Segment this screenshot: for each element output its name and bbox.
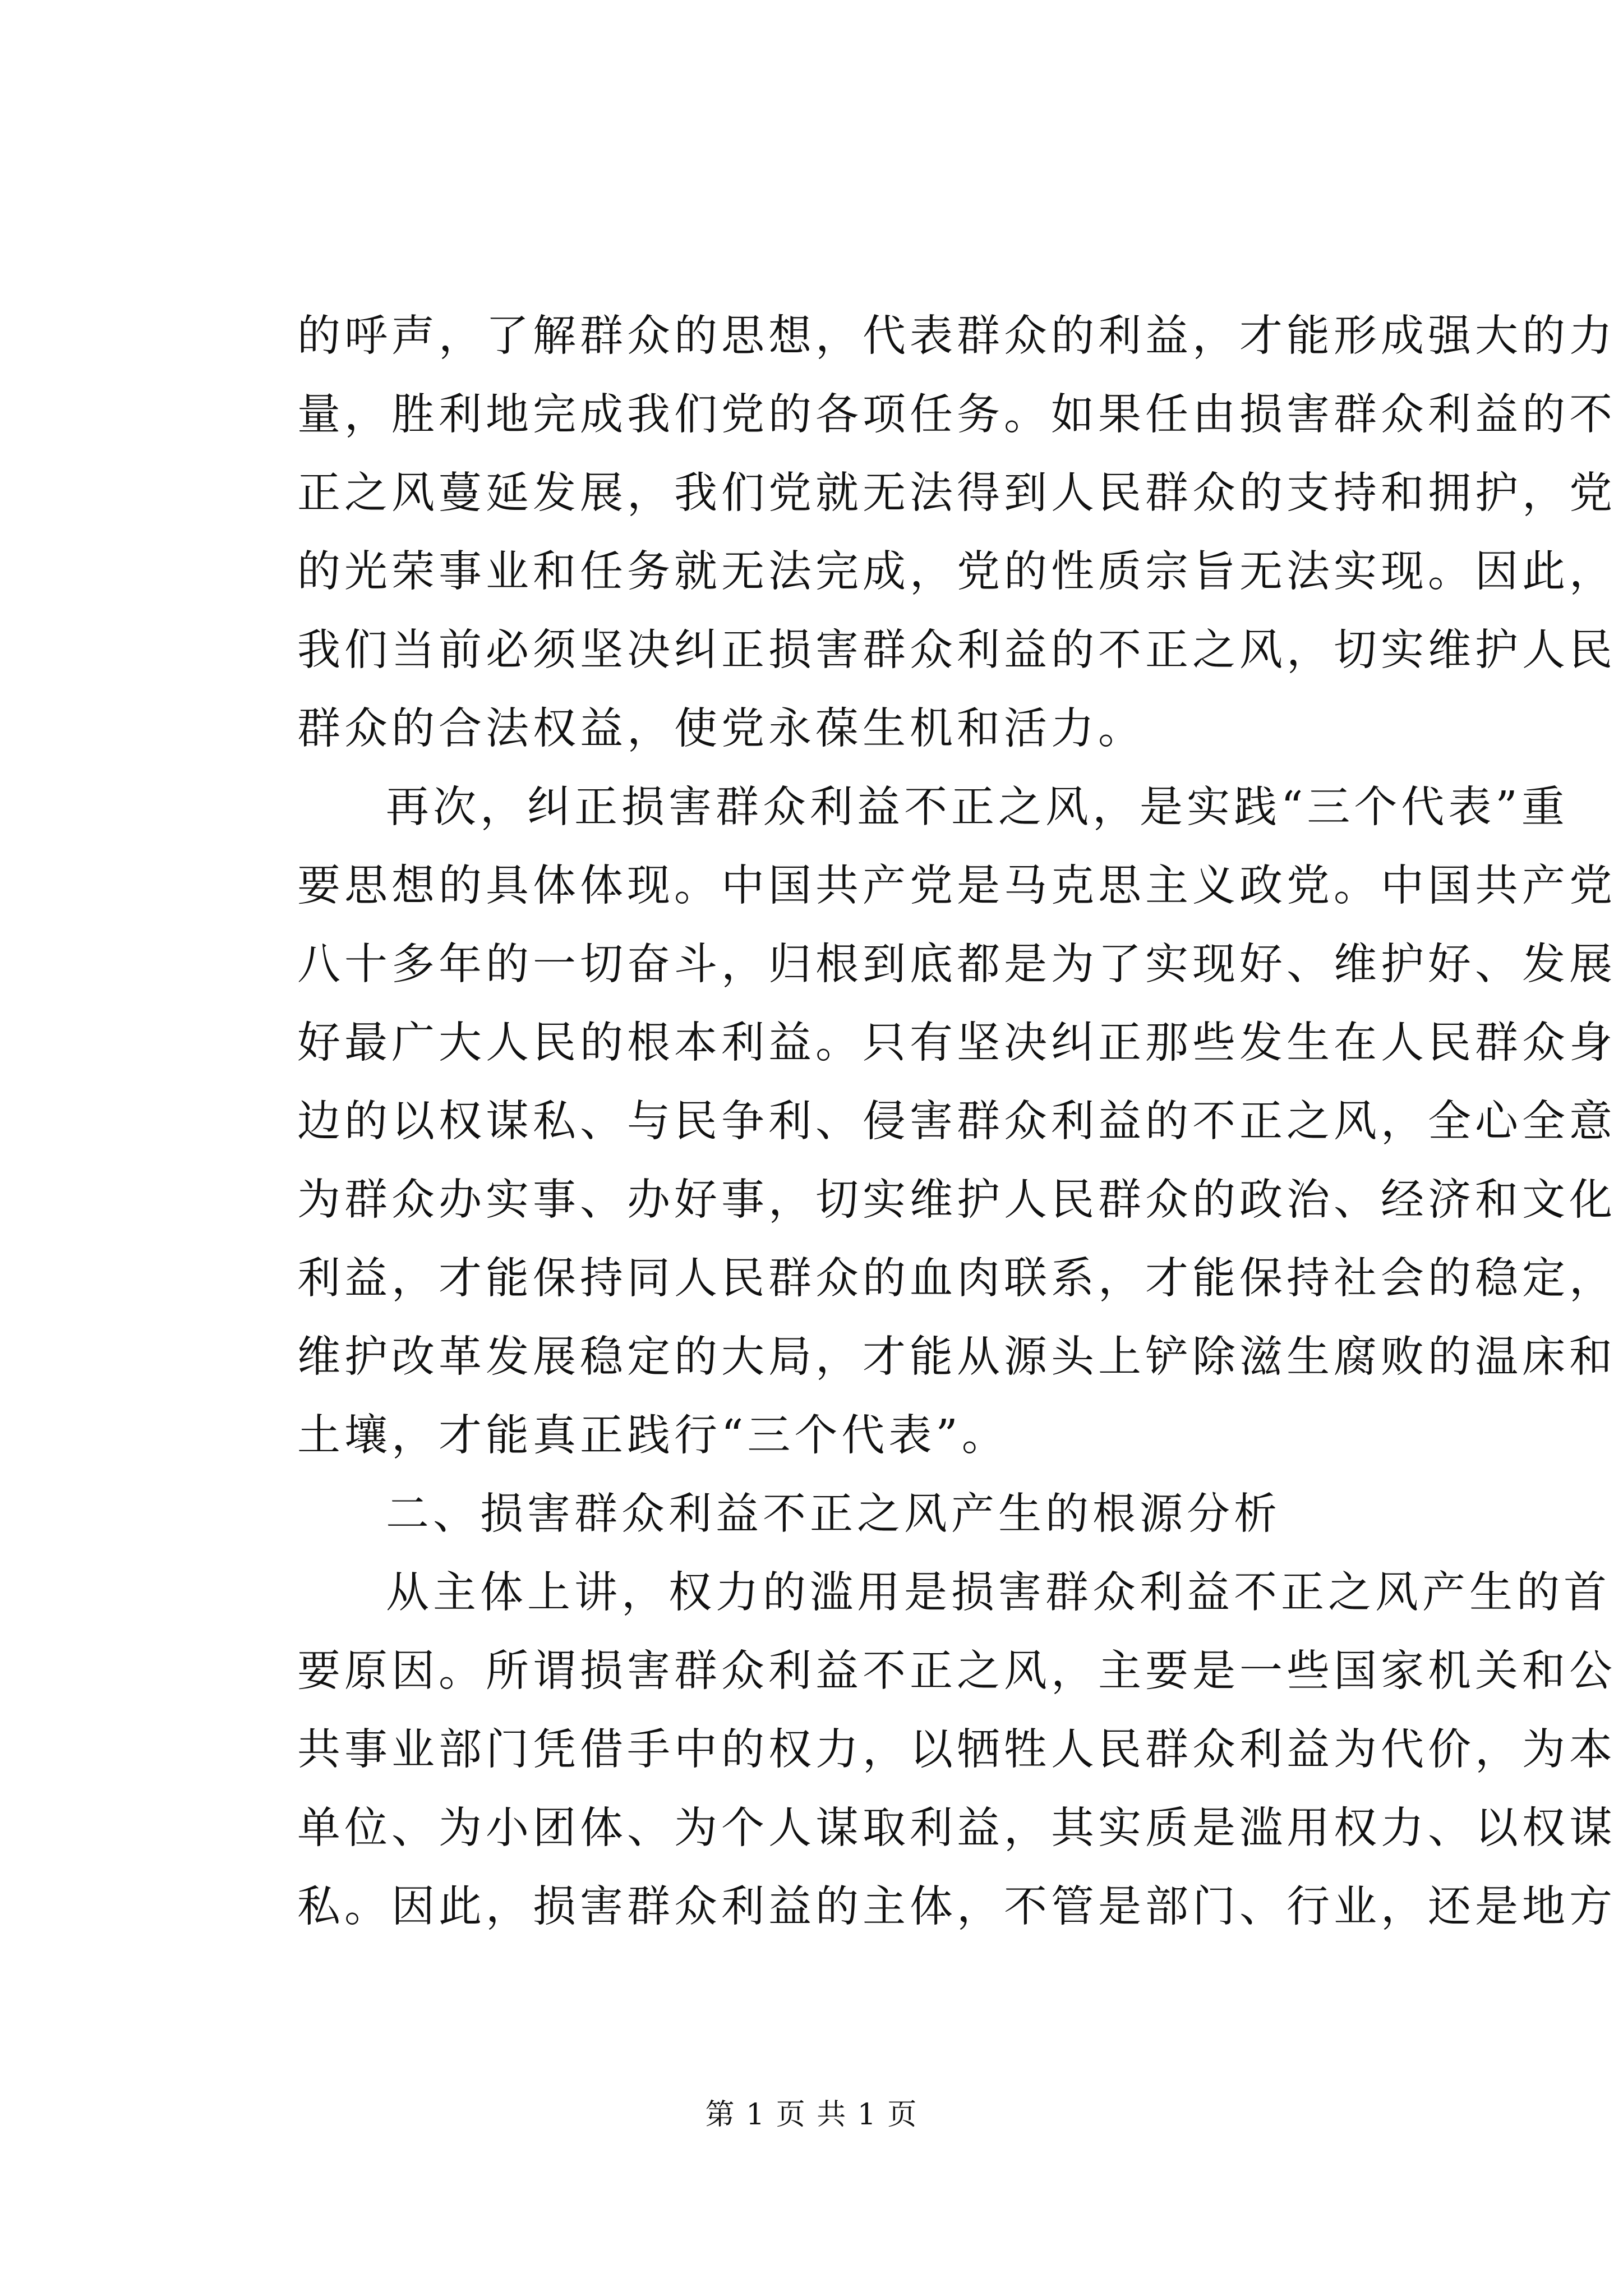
text-line: 我们当前必须坚决纠正损害群众利益的不正之风，切实维护人民 <box>297 625 1616 675</box>
text-line: 的光荣事业和任务就无法完成，党的性质宗旨无法实现。因此， <box>297 547 1616 597</box>
text-line: 单位、为小团体、为个人谋取利益，其实质是滥用权力、以权谋 <box>297 1803 1616 1853</box>
text-line: 利益，才能保持同人民群众的血肉联系，才能保持社会的稳定， <box>297 1254 1616 1304</box>
text-line: 要思想的具体体现。中国共产党是马克思主义政党。中国共产党 <box>297 861 1616 911</box>
page-footer: 第 1 页 共 1 页 <box>705 2098 918 2132</box>
text-line: 量，胜利地完成我们党的各项任务。如果任由损害群众利益的不 <box>297 390 1616 440</box>
text-line: 要原因。所谓损害群众利益不正之风，主要是一些国家机关和公 <box>297 1646 1616 1696</box>
text-line: 土壤，才能真正践行“三个代表”。 <box>297 1411 1009 1461</box>
paragraph-first-line: 从主体上讲，权力的滥用是损害群众利益不正之风产生的首 <box>386 1568 1611 1618</box>
text-line: 群众的合法权益，使党永葆生机和活力。 <box>297 704 1145 754</box>
text-line: 八十多年的一切奋斗，归根到底都是为了实现好、维护好、发展 <box>297 940 1616 990</box>
text-line: 为群众办实事、办好事，切实维护人民群众的政治、经济和文化 <box>297 1175 1616 1225</box>
text-line: 好最广大人民的根本利益。只有坚决纠正那些发生在人民群众身 <box>297 1018 1616 1068</box>
text-line: 边的以权谋私、与民争利、侵害群众利益的不正之风，全心全意 <box>297 1097 1616 1147</box>
paragraph-first-line: 再次，纠正损害群众利益不正之风，是实践“三个代表”重 <box>386 783 1569 832</box>
text-line: 正之风蔓延发展，我们党就无法得到人民群众的支持和拥护，党 <box>297 468 1616 518</box>
section-heading: 二、损害群众利益不正之风产生的根源分析 <box>386 1489 1281 1539</box>
text-line: 共事业部门凭借手中的权力，以牺牲人民群众利益为代价，为本 <box>297 1725 1616 1775</box>
text-line: 私。因此，损害群众利益的主体，不管是部门、行业，还是地方 <box>297 1882 1616 1932</box>
text-line: 维护改革发展稳定的大局，才能从源头上铲除滋生腐败的温床和 <box>297 1332 1616 1382</box>
text-line: 的呼声，了解群众的思想，代表群众的利益，才能形成强大的力 <box>297 311 1616 361</box>
